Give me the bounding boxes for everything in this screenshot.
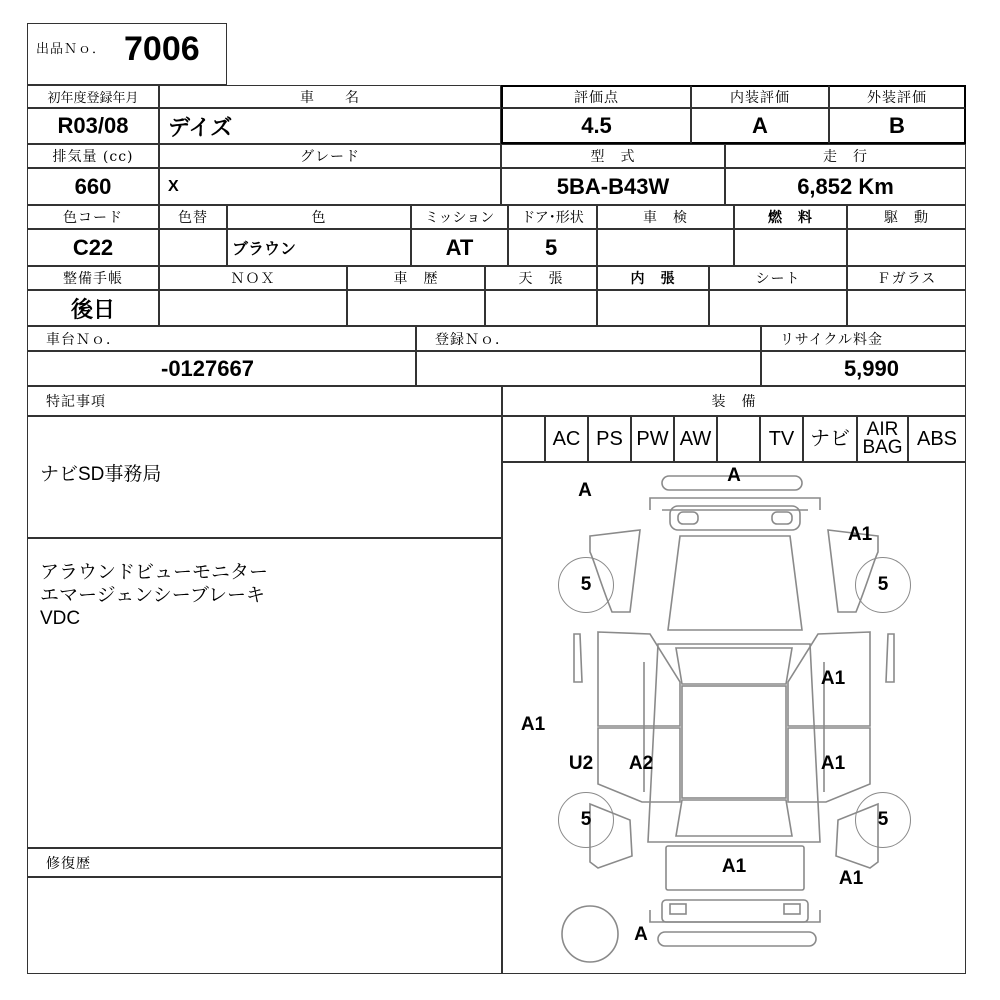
inspection-label: 車 検 <box>597 205 734 229</box>
first-reg-value: R03/08 <box>27 108 159 144</box>
lot-number: 7006 <box>124 30 200 68</box>
door-value: 5 <box>508 229 597 266</box>
history-value <box>347 290 485 326</box>
equipment-blank <box>717 416 760 462</box>
repair-history-label: 修復歴 <box>27 848 502 877</box>
grade-label: グレード <box>159 144 501 168</box>
interior-label: 内装評価 <box>691 85 829 108</box>
equipment-abs: ABS <box>908 416 966 462</box>
nox-label: ＮＯＸ <box>159 266 347 290</box>
feature-line: エマージェンシーブレーキ <box>40 585 266 606</box>
equipment-tv: TV <box>760 416 803 462</box>
equipment-aw: AW <box>674 416 717 462</box>
damage-mark: A1 <box>721 856 747 877</box>
reg-number-label: 登録Ｎｏ． <box>416 326 761 351</box>
equipment-pw: PW <box>631 416 674 462</box>
displacement-value: 660 <box>27 168 159 205</box>
special-notes-box <box>27 416 502 538</box>
tire-tread-value: 5 <box>877 809 889 830</box>
damage-mark: A <box>578 480 592 501</box>
damage-mark: A <box>634 924 648 945</box>
car-name-label: 車 名 <box>159 85 501 108</box>
interior-trim-value <box>597 290 709 326</box>
tire-tread-value: 5 <box>580 574 592 595</box>
damage-mark: A1 <box>520 714 546 735</box>
fuel-label: 燃 料 <box>734 205 847 229</box>
equipment-label: 装 備 <box>502 386 966 416</box>
equipment-navi: ナビ <box>803 416 857 462</box>
equipment-ps: PS <box>588 416 631 462</box>
repaint-value <box>159 229 227 266</box>
car-name-value: デイズ <box>159 108 501 144</box>
car-diagram <box>502 462 966 974</box>
color-label: 色 <box>227 205 411 229</box>
fuel-value <box>734 229 847 266</box>
ceiling-value <box>485 290 597 326</box>
special-note-line: ナビSD事務局 <box>40 464 162 485</box>
damage-mark: A1 <box>838 868 864 889</box>
reg-number-value <box>416 351 761 386</box>
model-value: 5BA-B43W <box>501 168 725 205</box>
score-value: 4.5 <box>501 108 691 144</box>
inspection-value <box>597 229 734 266</box>
interior-value: A <box>691 108 829 144</box>
seat-value <box>709 290 847 326</box>
mission-value: AT <box>411 229 508 266</box>
mission-label: ミッション <box>411 205 508 229</box>
drive-value <box>847 229 966 266</box>
glass-label: Ｆガラス <box>847 266 966 290</box>
mileage-value: 6,852 Km <box>725 168 966 205</box>
damage-mark: A2 <box>628 753 654 774</box>
grade-value: X <box>159 168 501 205</box>
ceiling-label: 天 張 <box>485 266 597 290</box>
feature-line: アラウンドビューモニター <box>40 562 269 583</box>
nox-value <box>159 290 347 326</box>
glass-value <box>847 290 966 326</box>
displacement-label: 排気量 (cc) <box>27 144 159 168</box>
tire-tread-value: 5 <box>877 574 889 595</box>
door-label: ドア･形状 <box>508 205 597 229</box>
equipment-ac: AC <box>545 416 588 462</box>
special-notes-label: 特記事項 <box>27 386 502 416</box>
recycle-value: 5,990 <box>761 351 966 386</box>
damage-mark: A1 <box>820 753 846 774</box>
feature-line: VDC <box>40 608 81 629</box>
chassis-label: 車台Ｎｏ． <box>27 326 416 351</box>
repaint-label: 色替 <box>159 205 227 229</box>
score-label: 評価点 <box>501 85 691 108</box>
color-value: ブラウン <box>227 229 411 266</box>
damage-mark: A <box>727 465 741 486</box>
color-code-label: 色コード <box>27 205 159 229</box>
equipment-blank <box>502 416 545 462</box>
seat-label: シート <box>709 266 847 290</box>
repair-history-box <box>27 877 502 974</box>
lot-number-box <box>27 23 227 85</box>
tire-tread-value: 5 <box>580 809 592 830</box>
first-reg-label: 初年度登録年月 <box>27 85 159 108</box>
color-code-value: C22 <box>27 229 159 266</box>
manual-label: 整備手帳 <box>27 266 159 290</box>
chassis-value: -0127667 <box>27 351 416 386</box>
lot-number-label: 出品Ｎｏ． <box>36 42 107 57</box>
damage-mark: U2 <box>568 753 594 774</box>
damage-mark: A1 <box>820 668 846 689</box>
exterior-value: B <box>829 108 966 144</box>
features-box <box>27 538 502 848</box>
mileage-label: 走 行 <box>725 144 966 168</box>
exterior-label: 外装評価 <box>829 85 966 108</box>
equipment-airbag: AIR BAG <box>857 416 908 462</box>
recycle-label: リサイクル料金 <box>761 326 966 351</box>
manual-value: 後日 <box>27 290 159 326</box>
damage-mark: A1 <box>847 524 873 545</box>
interior-trim-label: 内 張 <box>597 266 709 290</box>
drive-label: 駆 動 <box>847 205 966 229</box>
history-label: 車 歴 <box>347 266 485 290</box>
model-label: 型 式 <box>501 144 725 168</box>
